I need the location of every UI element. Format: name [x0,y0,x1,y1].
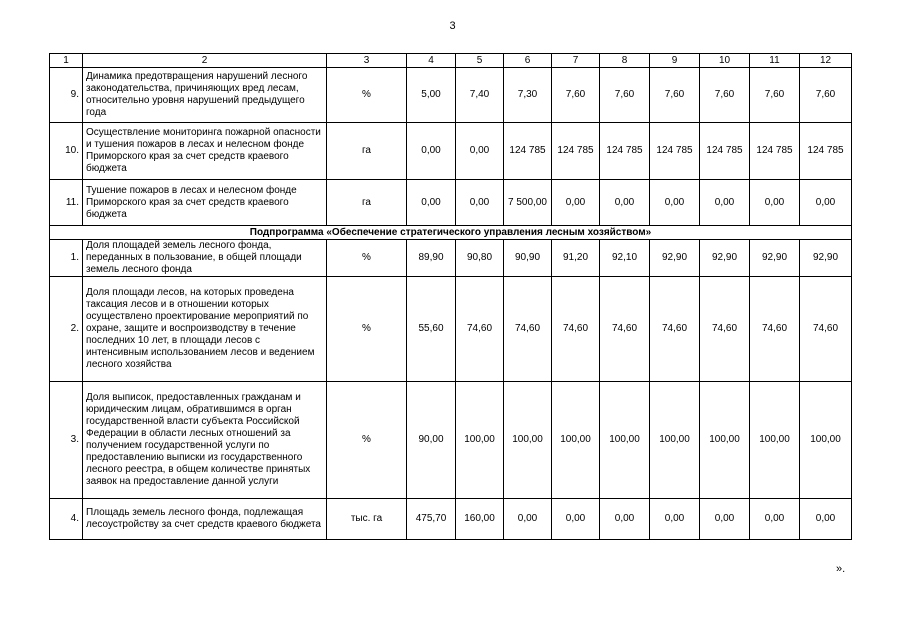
value-cell: 0,00 [552,499,600,540]
value-cell: 74,60 [504,277,552,382]
column-header: 10 [700,54,750,68]
column-header: 3 [327,54,407,68]
value-cell: 92,90 [750,240,800,277]
value-cell: 92,10 [600,240,650,277]
column-header: 2 [83,54,327,68]
value-cell: 0,00 [600,499,650,540]
value-cell: 124 785 [600,123,650,180]
value-cell: 92,90 [800,240,852,277]
indicators-table [49,53,852,540]
value-cell: 90,00 [407,382,456,499]
value-cell: 90,80 [456,240,504,277]
value-cell: 74,60 [600,277,650,382]
value-cell: 7,60 [750,68,800,123]
column-header: 1 [50,54,83,68]
value-cell: 100,00 [800,382,852,499]
indicator-name: Доля площади лесов, на которых проведена таксация лесов и в отношении которых осуществлено проектирование мероприятий по охране, защите и воспроизводству в течение последних 10 лет, в площади лесов с интенсивным использованием лесов и ведением лесного хозяйства [83,277,327,382]
table-row [50,499,852,540]
value-cell: 74,60 [700,277,750,382]
indicator-name: Доля выписок, предоставленных гражданам и юридическим лицам, обратившимся в орган государственной власти субъекта Российской Федерации в области лесных отношений за получением государственной услуги по предоставлению выписки из государственного лесного реестра, в общем количестве принятых заявок на предоставление данной услуги [83,382,327,499]
value-cell: 7 500,00 [504,180,552,226]
value-cell: 124 785 [650,123,700,180]
value-cell: 100,00 [650,382,700,499]
value-cell: 0,00 [800,499,852,540]
value-cell: 124 785 [552,123,600,180]
value-cell: 0,00 [407,123,456,180]
value-cell: 91,20 [552,240,600,277]
column-header: 5 [456,54,504,68]
value-cell: 0,00 [800,180,852,226]
column-header: 6 [504,54,552,68]
value-cell: 7,60 [700,68,750,123]
value-cell: 100,00 [456,382,504,499]
value-cell: 124 785 [750,123,800,180]
unit-cell: га [327,123,407,180]
column-header: 8 [600,54,650,68]
row-number: 3. [50,382,83,499]
row-number: 2. [50,277,83,382]
value-cell: 124 785 [800,123,852,180]
value-cell: 92,90 [700,240,750,277]
value-cell: 124 785 [700,123,750,180]
column-header: 12 [800,54,852,68]
table-row [50,382,852,499]
value-cell: 74,60 [800,277,852,382]
indicator-name: Доля площадей земель лесного фонда, переданных в пользование, в общей площади земель лесного фонда [83,240,327,277]
table-row [50,180,852,226]
indicator-name: Тушение пожаров в лесах и нелесном фонде Приморского края за счет средств краевого бюджета [83,180,327,226]
row-number: 9. [50,68,83,123]
value-cell: 0,00 [650,180,700,226]
value-cell: 7,60 [552,68,600,123]
value-cell: 7,60 [650,68,700,123]
value-cell: 0,00 [650,499,700,540]
table-row [50,240,852,277]
column-header: 9 [650,54,700,68]
value-cell: 0,00 [504,499,552,540]
row-number: 4. [50,499,83,540]
unit-cell: га [327,180,407,226]
value-cell: 7,60 [800,68,852,123]
row-number: 1. [50,240,83,277]
value-cell: 0,00 [700,499,750,540]
value-cell: 100,00 [750,382,800,499]
value-cell: 124 785 [504,123,552,180]
unit-cell: % [327,68,407,123]
value-cell: 0,00 [600,180,650,226]
unit-cell: % [327,382,407,499]
unit-cell: тыс. га [327,499,407,540]
value-cell: 90,90 [504,240,552,277]
value-cell: 0,00 [407,180,456,226]
table-row [50,68,852,123]
value-cell: 55,60 [407,277,456,382]
value-cell: 0,00 [700,180,750,226]
value-cell: 74,60 [456,277,504,382]
indicator-name: Площадь земель лесного фонда, подлежащая лесоустройству за счет средств краевого бюджета [83,499,327,540]
value-cell: 5,00 [407,68,456,123]
value-cell: 0,00 [456,180,504,226]
value-cell: 475,70 [407,499,456,540]
page-number: 3 [449,20,456,32]
value-cell: 0,00 [750,180,800,226]
value-cell: 0,00 [750,499,800,540]
column-header: 11 [750,54,800,68]
value-cell: 74,60 [650,277,700,382]
section-title: Подпрограмма «Обеспечение стратегического управления лесным хозяйством» [50,226,852,240]
value-cell: 100,00 [552,382,600,499]
unit-cell: % [327,277,407,382]
unit-cell: % [327,240,407,277]
table-row [50,123,852,180]
value-cell: 92,90 [650,240,700,277]
column-number-row [50,54,852,68]
value-cell: 100,00 [700,382,750,499]
value-cell: 7,30 [504,68,552,123]
value-cell: 7,40 [456,68,504,123]
indicator-name: Динамика предотвращения нарушений лесного законодательства, причиняющих вред лесам, относительно уровня нарушений предыдущего года [83,68,327,123]
value-cell: 74,60 [552,277,600,382]
indicators-table-body [50,54,852,540]
value-cell: 74,60 [750,277,800,382]
value-cell: 7,60 [600,68,650,123]
indicator-name: Осуществление мониторинга пожарной опасности и тушения пожаров в лесах и нелесном фонде Приморского края за счет средств краевого бюджета [83,123,327,180]
value-cell: 89,90 [407,240,456,277]
value-cell: 160,00 [456,499,504,540]
closing-quote-mark: ». [836,563,846,575]
column-header: 7 [552,54,600,68]
value-cell: 0,00 [552,180,600,226]
value-cell: 100,00 [600,382,650,499]
column-header: 4 [407,54,456,68]
table-row [50,277,852,382]
row-number: 11. [50,180,83,226]
value-cell: 0,00 [456,123,504,180]
section-header-row [50,226,852,240]
row-number: 10. [50,123,83,180]
value-cell: 100,00 [504,382,552,499]
